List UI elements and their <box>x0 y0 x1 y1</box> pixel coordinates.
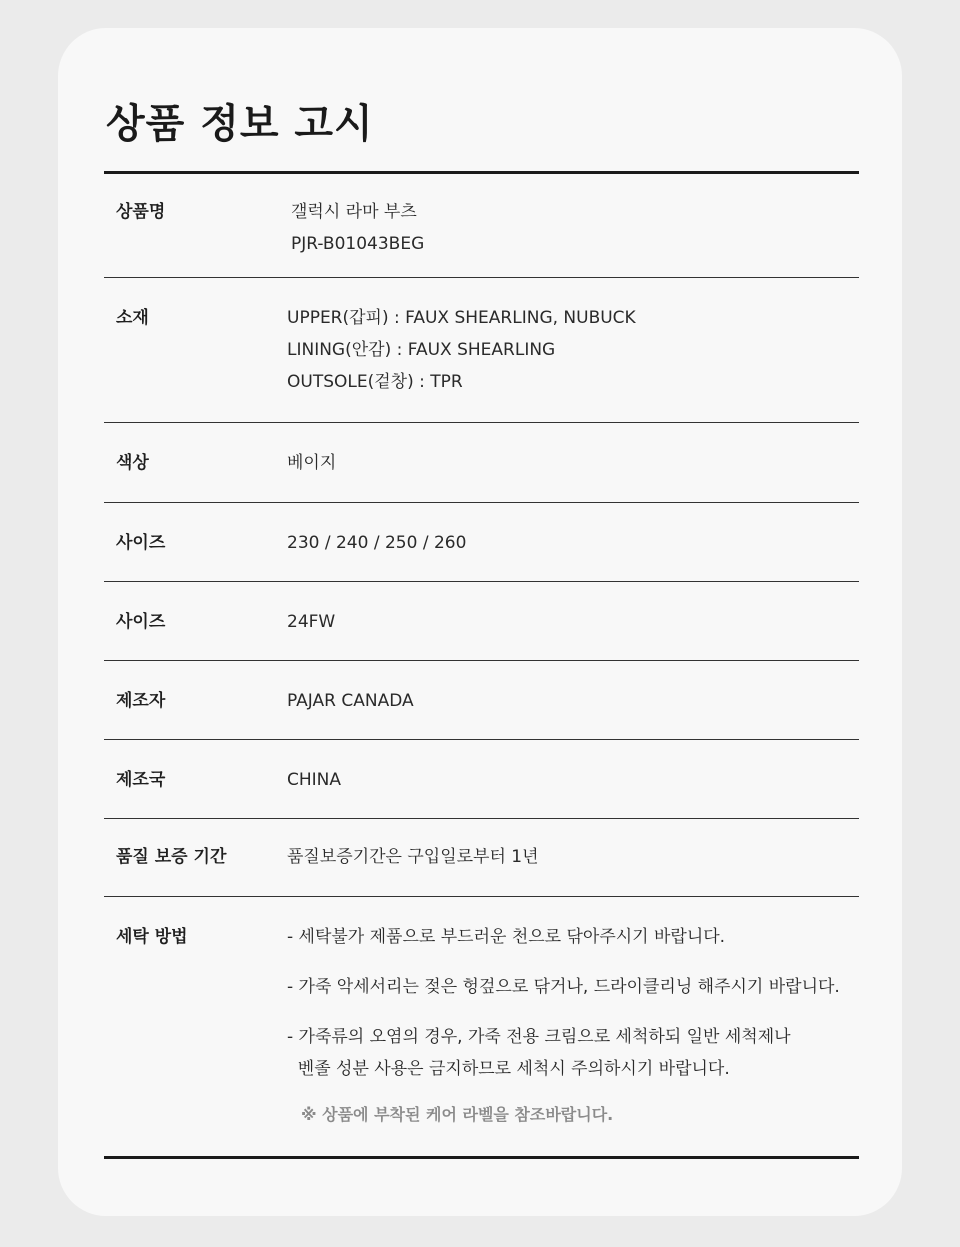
row-value <box>287 527 859 581</box>
care-item: - 가죽 악세서리는 젖은 헝겊으로 닦거나, 드라이클리닝 해주시기 바랍니다. <box>287 977 840 997</box>
product-info-table <box>104 171 859 1131</box>
care-item: - 세탁불가 제품으로 부드러운 천으로 닦아주시기 바랍니다. <box>287 927 726 947</box>
row-value <box>287 196 859 277</box>
table-row-warranty <box>104 819 859 897</box>
row-label: 사이즈 <box>116 533 166 553</box>
manufacturer-value: PAJAR CANADA <box>287 691 414 711</box>
table-row-color <box>104 423 859 503</box>
table-row-size <box>104 503 859 582</box>
row-value <box>287 606 859 660</box>
color-value: 베이지 <box>287 453 337 473</box>
bottom-divider <box>104 1156 859 1159</box>
table-row-material <box>104 278 859 423</box>
product-name: 갤럭시 라마 부츠 <box>291 202 417 222</box>
row-value <box>287 447 859 502</box>
row-label: 품질 보증 기간 <box>116 847 227 867</box>
product-code: PJR-B01043BEG <box>291 234 425 254</box>
size-value: 230 / 240 / 250 / 260 <box>287 533 467 553</box>
table-row-season <box>104 582 859 661</box>
table-row-manufacturer <box>104 661 859 740</box>
info-card <box>58 28 902 1216</box>
row-value <box>287 764 859 818</box>
care-item: 벤졸 성분 사용은 금지하므로 세척시 주의하시기 바랍니다. <box>287 1059 730 1079</box>
warranty-value: 품질보증기간은 구입일로부터 1년 <box>287 847 539 867</box>
row-label: 제조자 <box>116 691 166 711</box>
material-outsole: OUTSOLE(겉창) : TPR <box>287 372 463 392</box>
material-upper: UPPER(갑피) : FAUX SHEARLING, NUBUCK <box>287 308 636 328</box>
season-value: 24FW <box>287 612 336 632</box>
material-lining: LINING(안감) : FAUX SHEARLING <box>287 340 556 360</box>
row-label: 사이즈 <box>116 612 166 632</box>
care-item: - 가죽류의 오염의 경우, 가죽 전용 크림으로 세척하되 일반 세척제나 <box>287 1027 791 1047</box>
table-row-care <box>104 897 859 1131</box>
row-value <box>287 302 859 422</box>
row-label: 색상 <box>116 453 149 473</box>
row-label: 세탁 방법 <box>116 927 188 947</box>
row-label: 상품명 <box>116 202 166 222</box>
care-instructions <box>287 921 859 1131</box>
page-title: 상품 정보 고시 <box>106 101 374 147</box>
table-row-product-name <box>104 174 859 278</box>
row-label: 소재 <box>116 308 149 328</box>
row-label: 제조국 <box>116 770 166 790</box>
table-row-country <box>104 740 859 819</box>
row-value <box>287 685 859 739</box>
row-value <box>287 841 859 896</box>
country-value: CHINA <box>287 770 342 790</box>
care-label-note: ※ 상품에 부착된 케어 라벨을 참조바랍니다. <box>301 1105 614 1124</box>
